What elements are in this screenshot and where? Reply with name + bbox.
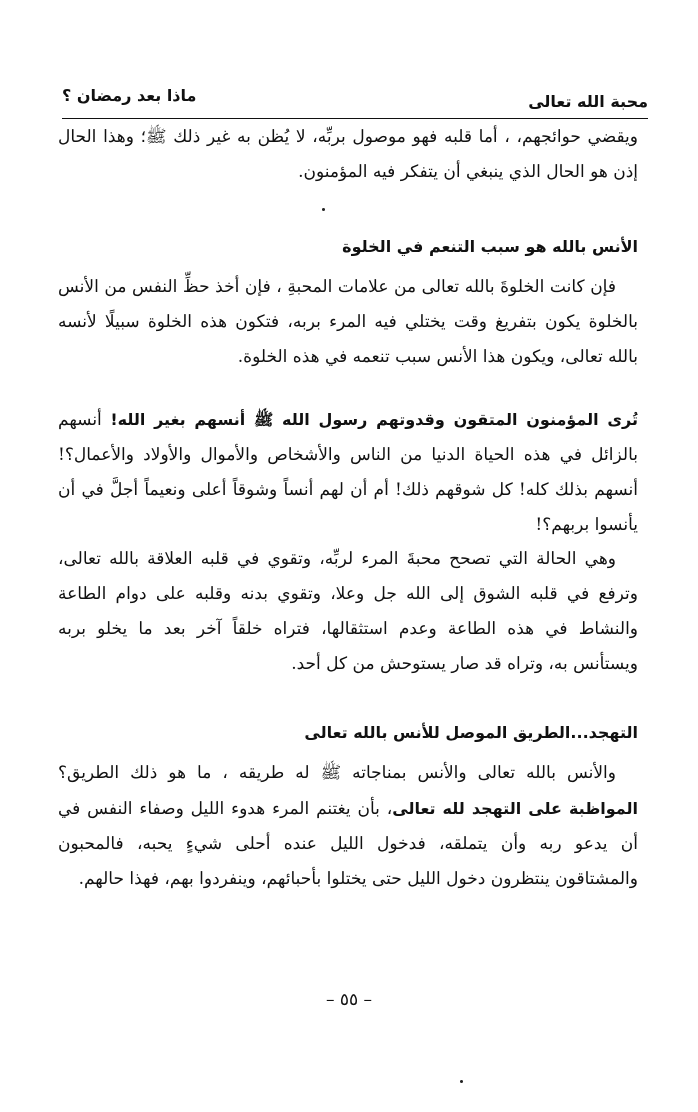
section-heading-1: الأنس بالله هو سبب التنعم في الخلوة [342,237,638,256]
paragraph-2: فإن كانت الخلوةَ بالله تعالى من علامات المحبةِ ، فإن أخذ حظِّ النفس من الأنس بالخلوة يكون بتفريغ وقت يختلي فيه المرء بربه، فتكون هذه الخلوة سبيلًا لأنسه بالله تعالى، ويكون هذا الأنس سبب تنعمه في هذه الخلوة. [58,277,638,367]
chapter-title: محبة الله تعالى [528,92,648,111]
paragraph-3-text: أنسهم بالزائل في هذه الحياة الدنيا من الناس والأشخاص والأموال والأولاد والأعمال؟! أنسهم بذلك كله! كل شوقهم ذلك! أم أن لهم أنساً وشوقاً أعلى ونعيماً أجلَّ في أن يأنسوا بربهم؟! [58,410,638,535]
scan-speck [460,1080,463,1083]
section-heading-2: التهجد...الطريق الموصل للأنس بالله تعالى [304,723,638,742]
page-number: – ٥٥ – [325,990,373,1010]
paragraph-5 [58,756,638,897]
scan-speck [322,208,325,211]
paragraph-5-text-b: ، بأن يغتنم المرء هدوء الليل وصفاء النفس في أن يدعو ربه وأن يتملقه، فدخول الليل عنده أحلى شيءٍ يحبه، فالمحبون والمشتاقون ينتظرون دخول الليل حتى يختلوا بأحبائهم، وينفردوا بهم، فهذا حالهم. [58,799,638,889]
paragraph-1: ويقضي حوائجهم، ، أما قلبه فهو موصول بربِّه، لا يُظن به غير ذلك ﷺ؛ وهذا الحال إذن هو الحال الذي ينبغي أن يتفكر فيه المؤمنون. [58,127,638,182]
book-title: ماذا بعد رمضان ؟ [62,86,197,105]
paragraph-4: وهي الحالة التي تصحح محبةَ المرء لربِّه، وتقوي في قلبه العلاقة بالله تعالى، وترفع في قلبه الشوق إلى الله جل وعلا، وتقوي بدنه وقلبه على دوام الطاعة والنشاط في هذه الطاعة وعدم استثقالها، فتراه خلقاً آخر بعد ما يخلو بربه ويستأنس به، وتراه قد صار يستوحش من كل أحد. [58,549,638,674]
paragraph-3 [58,402,638,543]
paragraph-5-bold: المواظبة على التهجد لله تعالى [392,799,638,818]
paragraph-5-text-a: والأنس بالله تعالى والأنس بمناجاته ﷺ له طريقه ، ما هو ذلك الطريق؟ [58,763,616,783]
running-header [62,82,648,119]
paragraph-3-bold-lead: تُرى المؤمنون المتقون وقدوتهم رسول الله ﷺ أنسهم بغير الله! [110,410,638,429]
